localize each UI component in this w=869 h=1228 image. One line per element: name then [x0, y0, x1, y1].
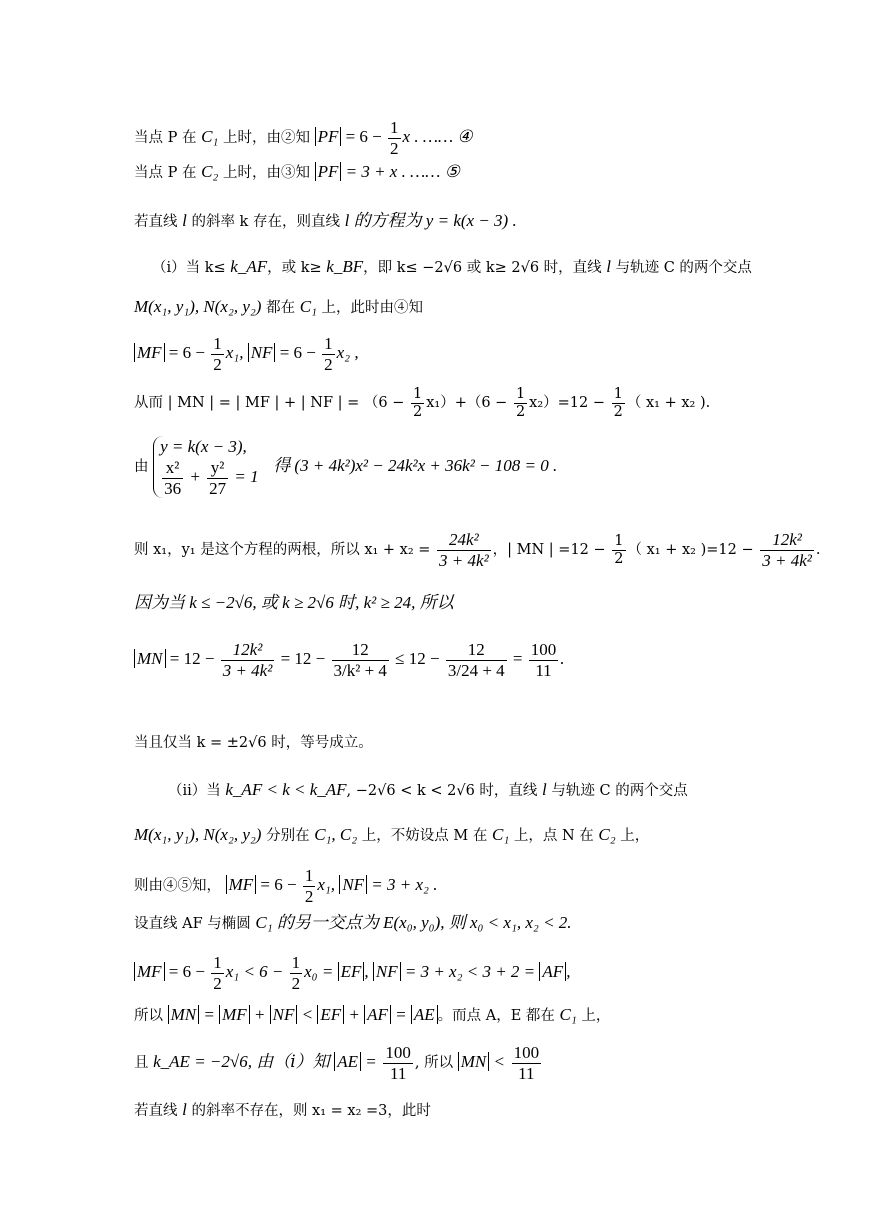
line-14: M(x₁, y₁), N(x₂, y₂) 分别在 C₁, C₂ 上，不妨设点 M 在 C₁ 上，点 N 在 C₂ 上，	[134, 825, 650, 844]
line-6: MF = 6 − $\frac{1}{2}$ x₁, NF = 6 − $\frac{1}{2}$ x₂ ,	[134, 334, 359, 374]
line-13: （ⅱ）当 k_AF < k < k_AF, −2√6 < k < 2√6 时，直线 l 与轨迹 C 的两个交点	[168, 780, 688, 799]
line-3: 若直线 l 的斜率 k 存在，则直线 l 的方程为 y = k(x − 3) .	[134, 211, 517, 230]
line-18: 所以 MN = MF + NF < EF + AF = AE 。而点 A，E 都在 C₁ 上，	[134, 1005, 611, 1024]
line-5: M(x₁, y₁), N(x₂, y₂) 都在 C₁ 上，此时由④知	[134, 297, 424, 316]
line-17: MF = 6 − $\frac{1}{2}$ x₁ < 6 − $\frac{1}{2}$ x₀ = EF , NF = 3 + x₂ < 3 + 2 = AF ,	[134, 953, 570, 993]
equation-system: y = k(x − 3), $\frac{\text{x²}}{36}$ + $\frac{\text{y²}}{27}$ = 1	[153, 436, 258, 498]
line-1: 当点 P 在 C₁ 上时，由②知 PF = 6 − $\frac{1}{2}$ x . …… ④	[134, 118, 473, 158]
line-9: 则 x₁，y₁ 是这个方程的两根，所以 x₁ + x₂ = $\frac{\text{24k²}}{\text{3 + 4k²}}$ ，| MN | =12 − $\frac{1}{2}$ （ x₁ + x₂ )=12 − $\frac{\text{12k²}}{\text{3 + 4k²}}$ .	[134, 530, 821, 570]
line-2: 当点 P 在 C₂ 上时，由③知 PF = 3 + x . …… ⑤	[134, 162, 460, 181]
line-8: 由 y = k(x − 3), $\frac{\text{x²}}{36}$ + $\frac{\text{y²}}{27}$ = 1 得 (3 + 4k²)x² − 24k²x + 36k² − 108 = 0 .	[134, 437, 558, 498]
line-20: 若直线 l 的斜率不存在，则 x₁ = x₂ =3，此时	[134, 1100, 431, 1119]
line-11: MN = 12 − $\frac{\text{12k²}}{\text{3 + 4k²}}$ = 12 − $\frac{12}{\text{3/k² + 4}}$ ≤ 12 − $\frac{12}{3/24 + 4}$ = $\frac{100}{11}$ .	[134, 640, 565, 680]
line-19: 且 k_AE = −2√6, 由（ⅰ）知 AE = $\frac{100}{11}$ , 所以 MN < $\frac{100}{11}$	[134, 1043, 540, 1083]
line-16: 设直线 AF 与椭圆 C₁ 的另一交点为 E(x₀, y₀), 则 x₀ < x₁, x₂ < 2.	[134, 913, 572, 932]
line-10: 因为当 k ≤ −2√6, 或 k ≥ 2√6 时, k² ≥ 24, 所以	[134, 593, 454, 612]
line-7: 从而 | MN | = | MF | + | NF | = （6 − $\frac{1}{2}$ x₁）+（6 − $\frac{1}{2}$ x₂）=12 − $\frac{1}{2}$ （ x₁ + x₂ ).	[134, 386, 711, 420]
line-12: 当且仅当 k = ±2√6 时，等号成立。	[134, 735, 373, 751]
line-4: （ⅰ）当 k≤ k_AF，或 k≥ k_BF，即 k≤ −2√6 或 k≥ 2√6 时，直线 l 与轨迹 C 的两个交点	[152, 257, 752, 276]
line-15: 则由④⑤知， MF = 6 − $\frac{1}{2}$ x₁, NF = 3 + x₂ .	[134, 866, 438, 906]
